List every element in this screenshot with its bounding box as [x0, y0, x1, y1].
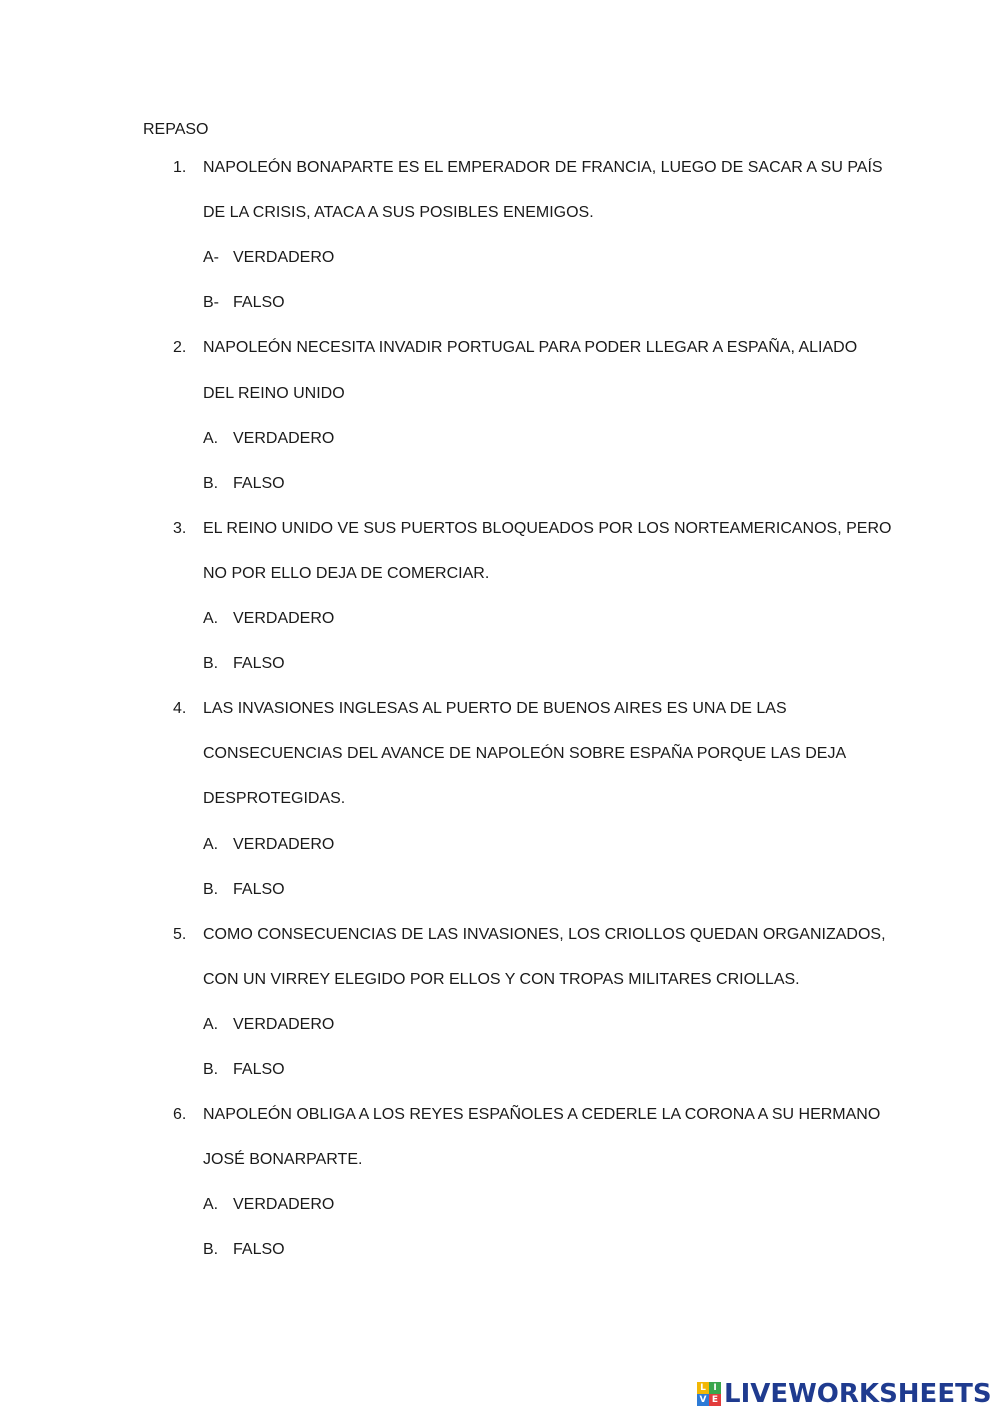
question-text-line: NAPOLEÓN BONAPARTE ES EL EMPERADOR DE FRANCIA, LUEGO DE SACAR A SU PAÍS	[203, 159, 883, 176]
answer-option-label: VERDADERO	[233, 430, 335, 447]
answer-option-label: FALSO	[233, 881, 285, 898]
liveworksheets-logo-text: LIVEWORKSHEETS	[724, 1379, 992, 1409]
answer-option-letter: A-	[203, 249, 219, 266]
question-text-line: NAPOLEÓN OBLIGA A LOS REYES ESPAÑOLES A CEDERLE LA CORONA A SU HERMANO	[203, 1106, 881, 1123]
answer-option-letter: B-	[203, 294, 219, 311]
answer-option-letter: B.	[203, 881, 219, 898]
answer-option-label: FALSO	[233, 1061, 285, 1078]
question-text-line: DEL REINO UNIDO	[203, 385, 345, 402]
question-text-line: CON UN VIRREY ELEGIDO POR ELLOS Y CON TROPAS MILITARES CRIOLLAS.	[203, 971, 800, 988]
question-text-line: NAPOLEÓN NECESITA INVADIR PORTUGAL PARA PODER LLEGAR A ESPAÑA, ALIADO	[203, 339, 858, 356]
question-text-line: CONSECUENCIAS DEL AVANCE DE NAPOLEÓN SOBRE ESPAÑA PORQUE LAS DEJA	[203, 745, 847, 762]
answer-option-label: VERDADERO	[233, 836, 335, 853]
question-number: 6.	[173, 1106, 187, 1123]
answer-option-label: VERDADERO	[233, 610, 335, 627]
answer-option-letter: B.	[203, 655, 219, 672]
answer-option-letter: B.	[203, 1061, 219, 1078]
question-number: 5.	[173, 926, 187, 943]
question-text-line: COMO CONSECUENCIAS DE LAS INVASIONES, LOS CRIOLLOS QUEDAN ORGANIZADOS,	[203, 926, 886, 943]
answer-option-letter: A.	[203, 1196, 219, 1213]
answer-option-label: FALSO	[233, 655, 285, 672]
answer-option-label: FALSO	[233, 1241, 285, 1258]
worksheet-title: REPASO	[143, 121, 209, 138]
liveworksheets-logo-icon: L I V E	[697, 1382, 721, 1406]
answer-option-letter: A.	[203, 836, 219, 853]
answer-option-label: VERDADERO	[233, 1196, 335, 1213]
question-text-line: DE LA CRISIS, ATACA A SUS POSIBLES ENEMIGOS.	[203, 204, 594, 221]
question-text-line: DESPROTEGIDAS.	[203, 790, 346, 807]
answer-option-label: FALSO	[233, 294, 285, 311]
answer-option-label: FALSO	[233, 475, 285, 492]
question-text-line: NO POR ELLO DEJA DE COMERCIAR.	[203, 565, 490, 582]
answer-option-letter: B.	[203, 1241, 219, 1258]
answer-option-letter: A.	[203, 1016, 219, 1033]
liveworksheets-logo	[697, 1378, 992, 1410]
answer-option-letter: B.	[203, 475, 219, 492]
answer-option-letter: A.	[203, 430, 219, 447]
question-text-line: LAS INVASIONES INGLESAS AL PUERTO DE BUENOS AIRES ES UNA DE LAS	[203, 700, 787, 717]
answer-option-label: VERDADERO	[233, 249, 335, 266]
question-number: 4.	[173, 700, 187, 717]
question-number: 3.	[173, 520, 187, 537]
question-text-line: EL REINO UNIDO VE SUS PUERTOS BLOQUEADOS POR LOS NORTEAMERICANOS, PERO	[203, 520, 892, 537]
question-number: 1.	[173, 159, 187, 176]
answer-option-letter: A.	[203, 610, 219, 627]
answer-option-label: VERDADERO	[233, 1016, 335, 1033]
question-number: 2.	[173, 339, 187, 356]
question-text-line: JOSÉ BONARPARTE.	[203, 1151, 363, 1168]
